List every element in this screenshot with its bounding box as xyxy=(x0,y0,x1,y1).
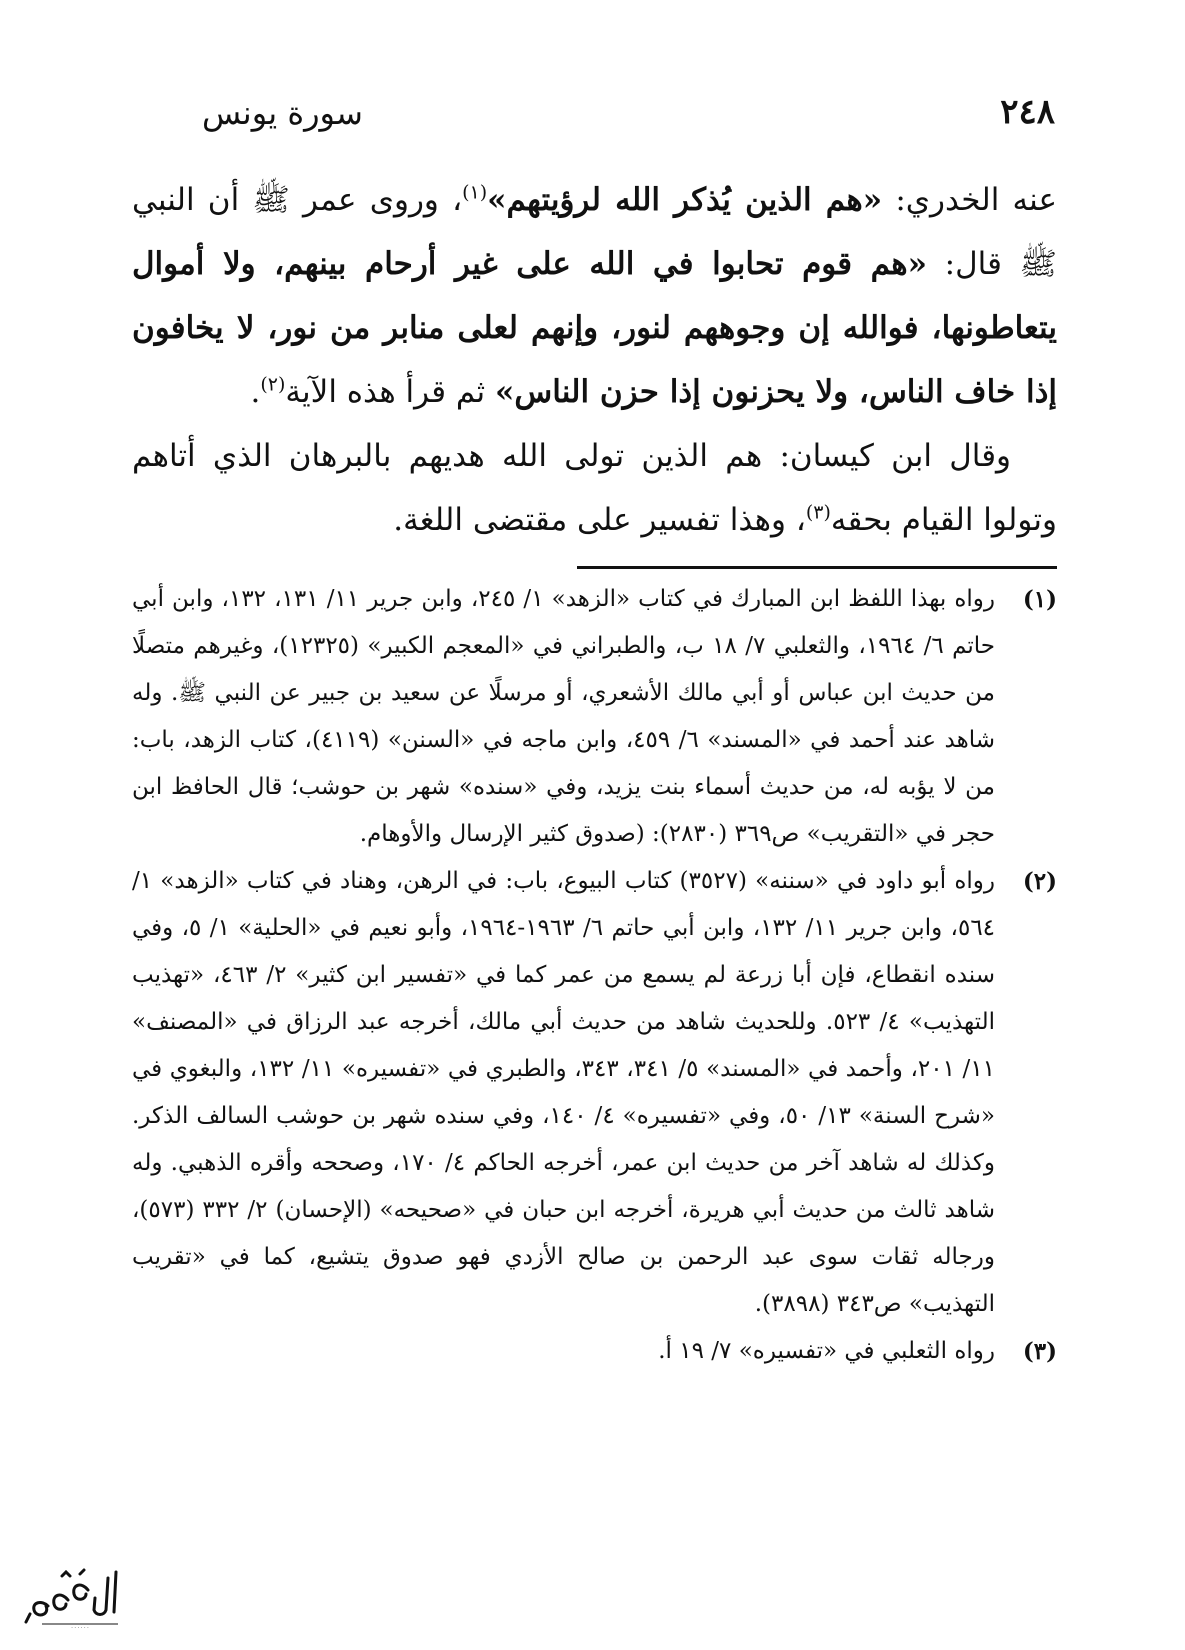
paragraph-hadith xyxy=(132,168,1057,424)
text-segment: ثم قرأ هذه الآية xyxy=(285,374,496,410)
footnote-2 xyxy=(132,858,1057,1328)
paragraph-ibn-kaysan xyxy=(132,424,1057,552)
footnote-3 xyxy=(132,1328,1057,1375)
footnote-ref-2: (٢) xyxy=(260,373,286,396)
text-segment: . xyxy=(250,374,261,410)
calligraphy-logo xyxy=(22,1560,122,1630)
footnote-text: رواه أبو داود في «سننه» (٣٥٢٧) كتاب البيوع، باب: في الرهن، وهناد في كتاب «الزهد» ١/ ٥٦٤، وابن جرير ١١/ ١٣٢، وابن أبي حاتم ٦/ ١٩٦٣-١٩٦٤، وأبو نعيم في «الحلية» ١/ ٥، وفي سنده انقطاع، فإن أبا زرعة لم يسمع من عمر كما في «تفسير ابن كثير» ٢/ ٤٦٣، «تهذيب التهذيب» ٤/ ٥٢٣. وللحديث شاهد من حديث أبي مالك، أخرجه عبد الرزاق في «المصنف» ١١/ ٢٠١، وأحمد في «المسند» ٥/ ٣٤١، ٣٤٣، والطبري في «تفسيره» ١١/ ١٣٢، والبغوي في «شرح السنة» ١٣/ ٥٠، وفي «تفسيره» ٤/ ١٤٠، وفي سنده شهر بن حوشب السالف الذكر. وكذلك له شاهد آخر من حديث ابن عمر، أخرجه الحاكم ٤/ ١٧٠، وصححه وأقره الذهبي. وله شاهد ثالث من حديث أبي هريرة، أخرجه ابن حبان في «صحيحه» (الإحسان) ٢/ ٣٣٢ (٥٧٣)، ورجاله ثقات سوى عبد الرحمن بن صالح الأزدي فهو صدوق يتشيع، كما في «تقريب التهذيب» ص٣٤٣ (٣٨٩٨). xyxy=(132,868,996,1317)
page-header xyxy=(132,92,1055,142)
footnote-1 xyxy=(132,576,1057,858)
running-title: سورة يونس xyxy=(202,94,363,132)
text-segment: وقال ابن كيسان: هم الذين تولى الله هديهم بالبرهان الذي أتاهم وتولوا القيام بحقه xyxy=(132,438,1057,538)
footnote-text: رواه بهذا اللفظ ابن المبارك في كتاب «الزهد» ١/ ٢٤٥، وابن جرير ١١/ ١٣١، ١٣٢، وابن أبي حاتم ٦/ ١٩٦٤، والثعلبي ٧/ ١٨ ب، والطبراني في «المعجم الكبير» (١٢٣٢٥)، وغيرهم متصلًا من حديث ابن عباس أو أبي مالك الأشعري، أو مرسلًا عن سعيد بن جبير عن النبي ﷺ. وله شاهد عند أحمد في «المسند» ٦/ ٤٥٩، وابن ماجه في «السنن» (٤١١٩)، كتاب الزهد، باب: من لا يؤبه له، من حديث أسماء بنت يزيد، وفي «سنده» شهر بن حوشب؛ قال الحافظ ابن حجر في «التقريب» ص٣٦٩ (٢٨٣٠): (صدوق كثير الإرسال والأوهام. xyxy=(132,586,996,847)
main-text xyxy=(132,168,1057,552)
footnote-ref-3: (٣) xyxy=(805,501,831,524)
footnote-number: (٣) xyxy=(1022,1338,1057,1365)
footnote-separator xyxy=(577,566,1057,569)
page-number: ٢٤٨ xyxy=(1000,92,1055,132)
footnotes xyxy=(132,576,1057,1375)
text-segment: ، وهذا تفسير على مقتضى اللغة. xyxy=(393,502,806,538)
footnote-text: رواه الثعلبي في «تفسيره» ٧/ ١٩ أ. xyxy=(658,1338,995,1364)
hadith-quote: «هم قوم تحابوا في الله على غير أرحام بينهم، ولا أموال يتعاطونها، فوالله إن وجوههم لنور، وإنهم لعلى منابر من نور، لا يخافون إذا خاف الناس، ولا يحزنون إذا حزن الناس» xyxy=(132,246,1057,410)
hadith-quote: «هم الذين يُذكر الله لرؤيتهم» xyxy=(487,182,883,218)
text-segment: عنه الخدري: xyxy=(882,182,1058,218)
footnote-number: (٢) xyxy=(1022,868,1057,895)
svg-text:· · · · · ·: · · · · · · xyxy=(71,1625,89,1630)
footnote-ref-1: (١) xyxy=(462,181,488,204)
text-segment: ، وروى عمر ﷺ أن النبي ﷺ قال: xyxy=(132,182,1057,282)
footnote-number: (١) xyxy=(1022,586,1057,613)
